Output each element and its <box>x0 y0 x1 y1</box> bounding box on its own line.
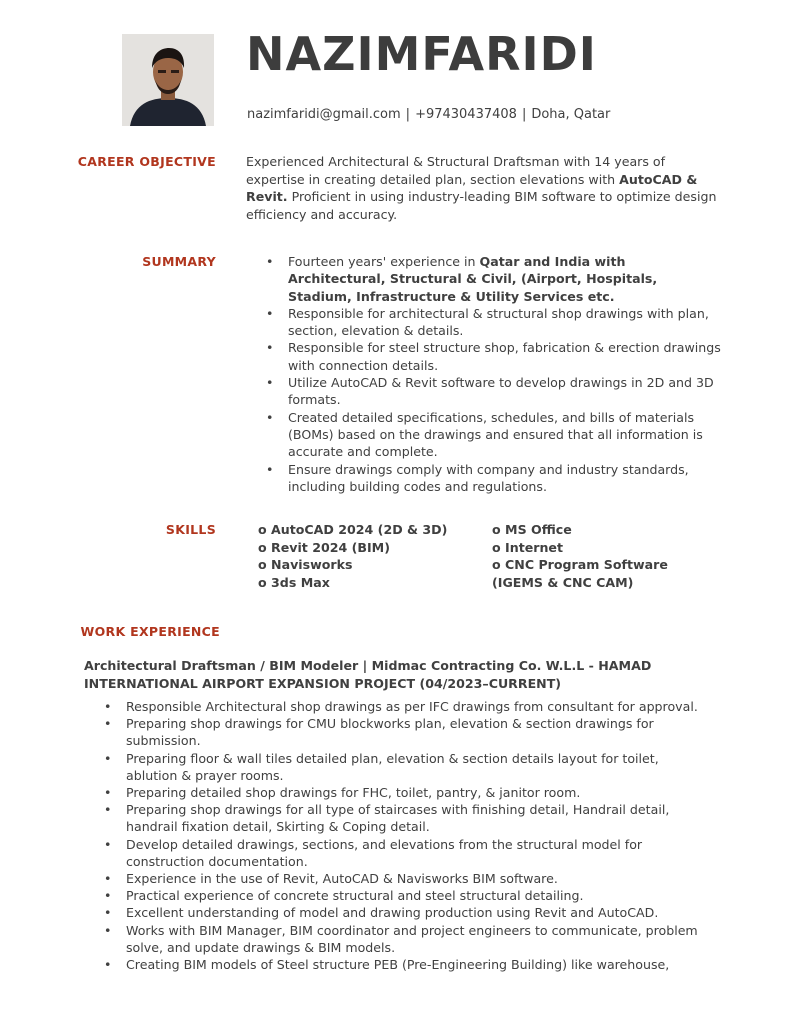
list-item: • Develop detailed drawings, sections, and elevations from the structural model for construction documentation. <box>104 836 704 870</box>
list-item: • Created detailed specifications, schedules, and bills of materials (BOMs) based on the drawings and ensured that all information is accurate and complete. <box>262 409 722 461</box>
summary-list <box>262 253 722 495</box>
objective-bold: AutoCAD & Revit. <box>246 171 698 204</box>
list-item <box>262 253 722 305</box>
email-link[interactable]: nazimfaridi@gmail.com <box>247 107 401 122</box>
list-item: • Responsible for architectural & structural shop drawings with plan, section, elevation & details. <box>262 305 722 340</box>
list-item: • Responsible Architectural shop drawings as per IFC drawings from consultant for approval. <box>104 698 704 715</box>
separator: | <box>405 107 411 122</box>
summary-item-prefix: Fourteen years' experience in <box>288 254 480 269</box>
objective-part2: Proficient in using industry-leading BIM software to optimize design efficiency and accuracy. <box>246 189 717 222</box>
list-item: • Preparing detailed shop drawings for FHC, toilet, pantry, & janitor room. <box>104 784 704 801</box>
list-item: • Creating BIM models of Steel structure PEB (Pre-Engineering Building) like warehouse, <box>104 956 704 973</box>
list-item: • Works with BIM Manager, BIM coordinator and project engineers to communicate, problem solve, and update drawings & BIM models. <box>104 922 704 956</box>
summary-heading: SUMMARY <box>142 254 216 269</box>
job-title: Architectural Draftsman / BIM Modeler | Midmac Contracting Co. W.L.L - HAMAD INTERNATIONAL AIRPORT EXPANSION PROJECT (04/2023–CURRENT) <box>84 658 652 691</box>
contact-line <box>247 106 610 124</box>
skill-item: o Revit 2024 (BIM) <box>258 539 390 555</box>
list-item: • Excellent understanding of model and drawing production using Revit and AutoCAD. <box>104 904 704 921</box>
work-list <box>104 698 704 973</box>
list-item: • Experience in the use of Revit, AutoCAD & Navisworks BIM software. <box>104 870 704 887</box>
skills-column-1 <box>258 521 478 591</box>
list-item: • Ensure drawings comply with company and industry standards, including building codes and regulations. <box>262 461 722 496</box>
skill-item: o Internet <box>492 539 563 555</box>
summary-item-bold: Qatar and India with Architectural, Structural & Civil, (Airport, Hospitals, Stadium, Infrastructure & Utility Services etc. <box>288 254 658 304</box>
candidate-name: NAZIMFARIDI <box>246 27 597 81</box>
list-item: • Preparing shop drawings for all type of staircases with finishing detail, Handrail detail, handrail fixation detail, Skirting & Coping detail. <box>104 801 704 835</box>
skills-column-2 <box>492 521 722 591</box>
skill-item: o Navisworks <box>258 557 353 573</box>
list-item: • Preparing shop drawings for CMU blockworks plan, elevation & section drawings for submission. <box>104 715 704 749</box>
profile-photo <box>122 34 214 126</box>
work-experience-heading: WORK EXPERIENCE <box>80 624 220 639</box>
list-item: • Practical experience of concrete structural and steel structural detailing. <box>104 887 704 904</box>
phone-number: +97430437408 <box>415 107 517 122</box>
skill-item: o 3ds Max <box>258 574 330 590</box>
list-item: • Preparing floor & wall tiles detailed plan, elevation & section details layout for toilet, ablution & prayer rooms. <box>104 750 704 784</box>
list-item: • Utilize AutoCAD & Revit software to develop drawings in 2D and 3D formats. <box>262 374 722 409</box>
skill-item: o AutoCAD 2024 (2D & 3D) <box>258 522 448 537</box>
skill-item: o MS Office <box>492 522 572 537</box>
career-objective-text <box>246 153 721 223</box>
separator: | <box>521 107 527 122</box>
skills-heading: SKILLS <box>165 522 216 537</box>
skill-item: o CNC Program Software (IGEMS & CNC CAM) <box>492 557 668 590</box>
career-objective-heading: CAREER OBJECTIVE <box>77 154 216 169</box>
list-item: • Responsible for steel structure shop, fabrication & erection drawings with connection details. <box>262 339 722 374</box>
objective-part1: Experienced Architectural & Structural Draftsman with 14 years of expertise in creating detailed plan, section elevations with <box>246 154 666 187</box>
location: Doha, Qatar <box>531 107 611 122</box>
